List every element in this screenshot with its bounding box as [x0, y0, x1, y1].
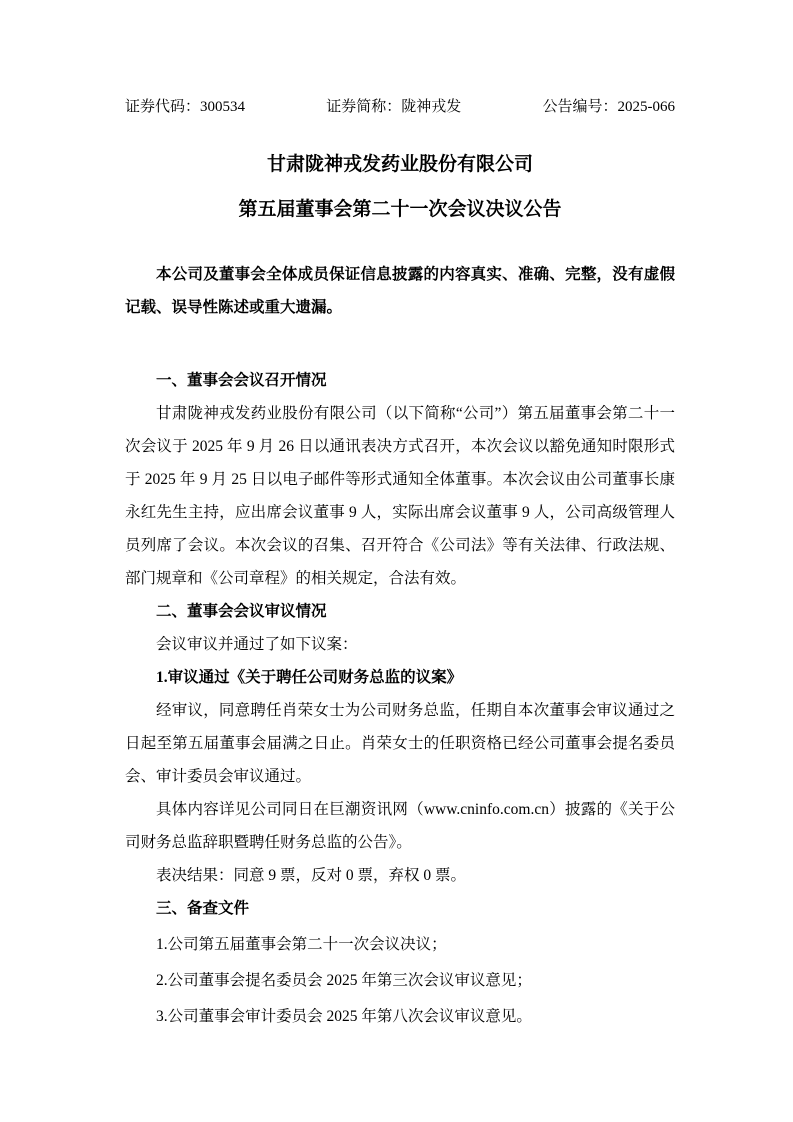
section2-item1-paragraph-1: 经审议，同意聘任肖荣女士为公司财务总监，任期自本次董事会审议通过之日起至第五届董事会届满之日止。肖荣女士的任职资格已经公司董事会提名委员会、审计委员会审议通过。 — [125, 702, 675, 785]
disclaimer-paragraph: 本公司及董事会全体成员保证信息披露的内容真实、准确、完整，没有虚假记载、误导性陈述或重大遗漏。 — [125, 266, 675, 316]
section2-vote-result: 表决结果：同意 9 票，反对 0 票，弃权 0 票。 — [156, 867, 467, 884]
stock-name: 证券简称：陇神戎发 — [326, 99, 462, 115]
title-line-1: 甘肃陇神戎发药业股份有限公司 — [266, 154, 533, 175]
document-header — [125, 96, 675, 118]
document-title — [125, 142, 675, 232]
section2-item1-paragraph-2: 具体内容详见公司同日在巨潮资讯网（www.cninfo.com.cn）披露的《关于公司财务总监辞职暨聘任财务总监的公告》。 — [125, 801, 675, 851]
section1-heading: 一、董事会会议召开情况 — [156, 372, 327, 389]
section3-item-1: 1.公司第五届董事会第二十一次会议决议； — [156, 936, 447, 953]
section3-heading: 三、备查文件 — [156, 900, 250, 917]
title-line-2: 第五届董事会第二十一次会议决议公告 — [238, 199, 562, 220]
section2-heading: 二、董事会会议审议情况 — [156, 603, 327, 620]
announcement-number: 公告编号：2025-066 — [542, 99, 675, 115]
section2-item1-heading: 1.审议通过《关于聘任公司财务总监的议案》 — [156, 669, 463, 686]
section3-item-3: 3.公司董事会审计委员会 2025 年第八次会议审议意见。 — [156, 1008, 532, 1025]
section1-paragraph: 甘肃陇神戎发药业股份有限公司（以下简称“公司”）第五届董事会第二十一次会议于 2025 年 9 月 26 日以通讯表决方式召开，本次会议以豁免通知时限形式于 2025 年 9 月 25 日以电子邮件等形式通知全体董事。本次会议由公司董事长康永红先生主持，应出席会议董事 9 人，实际出席会议董事 9 人，公司高级管理人员列席了会议。本次会议的召集、召开符合《公司法》等有关法律、行政法规、部门规章和《公司章程》的相关规定，合法有效。 — [125, 405, 675, 587]
stock-code: 证券代码：300534 — [125, 99, 246, 115]
section3-item-2: 2.公司董事会提名委员会 2025 年第三次会议审议意见； — [156, 972, 532, 989]
section2-intro: 会议审议并通过了如下议案： — [156, 636, 358, 653]
